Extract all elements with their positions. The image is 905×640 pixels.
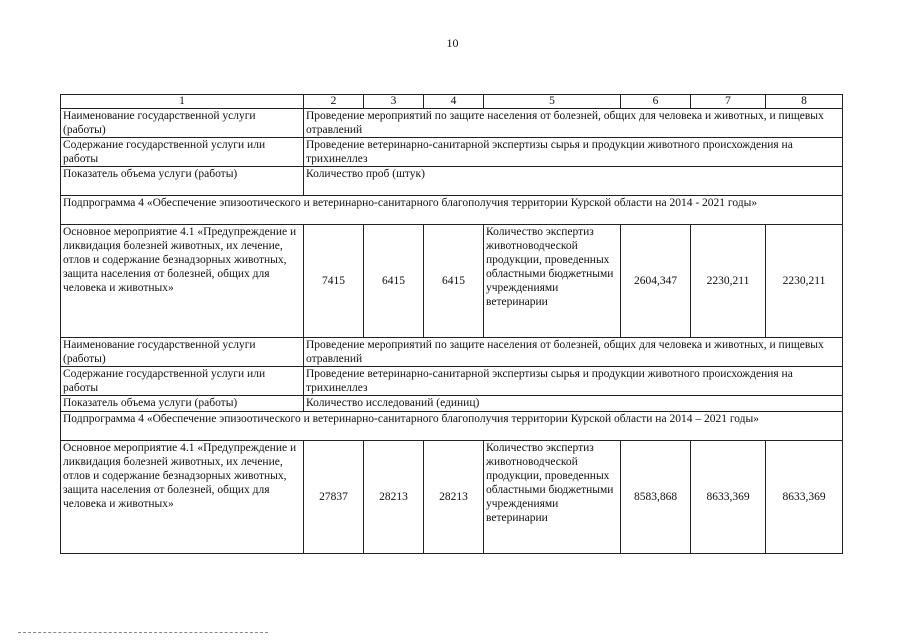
service-name-label: Наименование государственной услуги (работы)	[61, 338, 304, 367]
value-col-3: 28213	[364, 441, 424, 554]
service-content-label: Содержание государственной услуги или работы	[61, 367, 304, 396]
footer-divider	[18, 632, 268, 634]
service-content-value: Проведение ветеринарно-санитарной экспертизы сырья и продукции животного происхождения на трихинеллез	[304, 367, 843, 396]
measure-description: Основное мероприятие 4.1 «Предупреждение и ликвидация болезней животных, их лечение, отлов и содержание безнадзорных животных, защита населения от болезней, общих для человека и животных»	[61, 441, 304, 554]
service-content-row	[61, 367, 843, 396]
service-name-label: Наименование государственной услуги (работы)	[61, 109, 304, 138]
column-number: 4	[424, 95, 484, 109]
volume-indicator-row	[61, 167, 843, 196]
value-col-7: 2230,211	[691, 225, 766, 338]
volume-indicator-row	[61, 396, 843, 412]
measure-row	[61, 441, 843, 554]
subprogram-row	[61, 412, 843, 441]
service-name-value: Проведение мероприятий по защите населения от болезней, общих для человека и животных, и пищевых отравлений	[304, 109, 843, 138]
column-number: 8	[766, 95, 843, 109]
subprogram-title: Подпрограмма 4 «Обеспечение эпизоотического и ветеринарно-санитарного благополучия территории Курской области на 2014 - 2021 годы»	[61, 196, 843, 225]
column-number-row	[61, 95, 843, 109]
value-col-6: 2604,347	[621, 225, 691, 338]
service-content-row	[61, 138, 843, 167]
volume-label: Показатель объема услуги (работы)	[61, 167, 304, 196]
measure-row	[61, 225, 843, 338]
value-col-4: 28213	[424, 441, 484, 554]
service-content-value: Проведение ветеринарно-санитарной экспертизы сырья и продукции животного происхождения на трихинеллез	[304, 138, 843, 167]
value-col-8: 2230,211	[766, 225, 843, 338]
service-name-value: Проведение мероприятий по защите населения от болезней, общих для человека и животных, и пищевых отравлений	[304, 338, 843, 367]
page-number: 10	[446, 36, 459, 50]
subprogram-title: Подпрограмма 4 «Обеспечение эпизоотического и ветеринарно-санитарного благополучия территории Курской области на 2014 – 2021 годы»	[61, 412, 843, 441]
value-col-6: 8583,868	[621, 441, 691, 554]
column-number: 3	[364, 95, 424, 109]
service-name-row	[61, 109, 843, 138]
value-col-4: 6415	[424, 225, 484, 338]
indicator-description: Количество экспертиз животноводческой продукции, проведенных областными бюджетными учреждениями ветеринарии	[484, 441, 621, 554]
service-content-label: Содержание государственной услуги или работы	[61, 138, 304, 167]
column-number: 1	[61, 95, 304, 109]
value-col-7: 8633,369	[691, 441, 766, 554]
column-number: 7	[691, 95, 766, 109]
column-number: 5	[484, 95, 621, 109]
service-name-row	[61, 338, 843, 367]
volume-value: Количество проб (штук)	[304, 167, 843, 196]
volume-value: Количество исследований (единиц)	[304, 396, 843, 412]
measure-description: Основное мероприятие 4.1 «Предупреждение и ликвидация болезней животных, их лечение, отлов и содержание безнадзорных животных, защита населения от болезней, общих для человека и животных»	[61, 225, 304, 338]
value-col-8: 8633,369	[766, 441, 843, 554]
value-col-3: 6415	[364, 225, 424, 338]
column-number: 6	[621, 95, 691, 109]
indicator-description: Количество экспертиз животноводческой продукции, проведенных областными бюджетными учреждениями ветеринарии	[484, 225, 621, 338]
value-col-2: 7415	[304, 225, 364, 338]
volume-label: Показатель объема услуги (работы)	[61, 396, 304, 412]
value-col-2: 27837	[304, 441, 364, 554]
column-number: 2	[304, 95, 364, 109]
budget-table	[60, 94, 843, 554]
subprogram-row	[61, 196, 843, 225]
